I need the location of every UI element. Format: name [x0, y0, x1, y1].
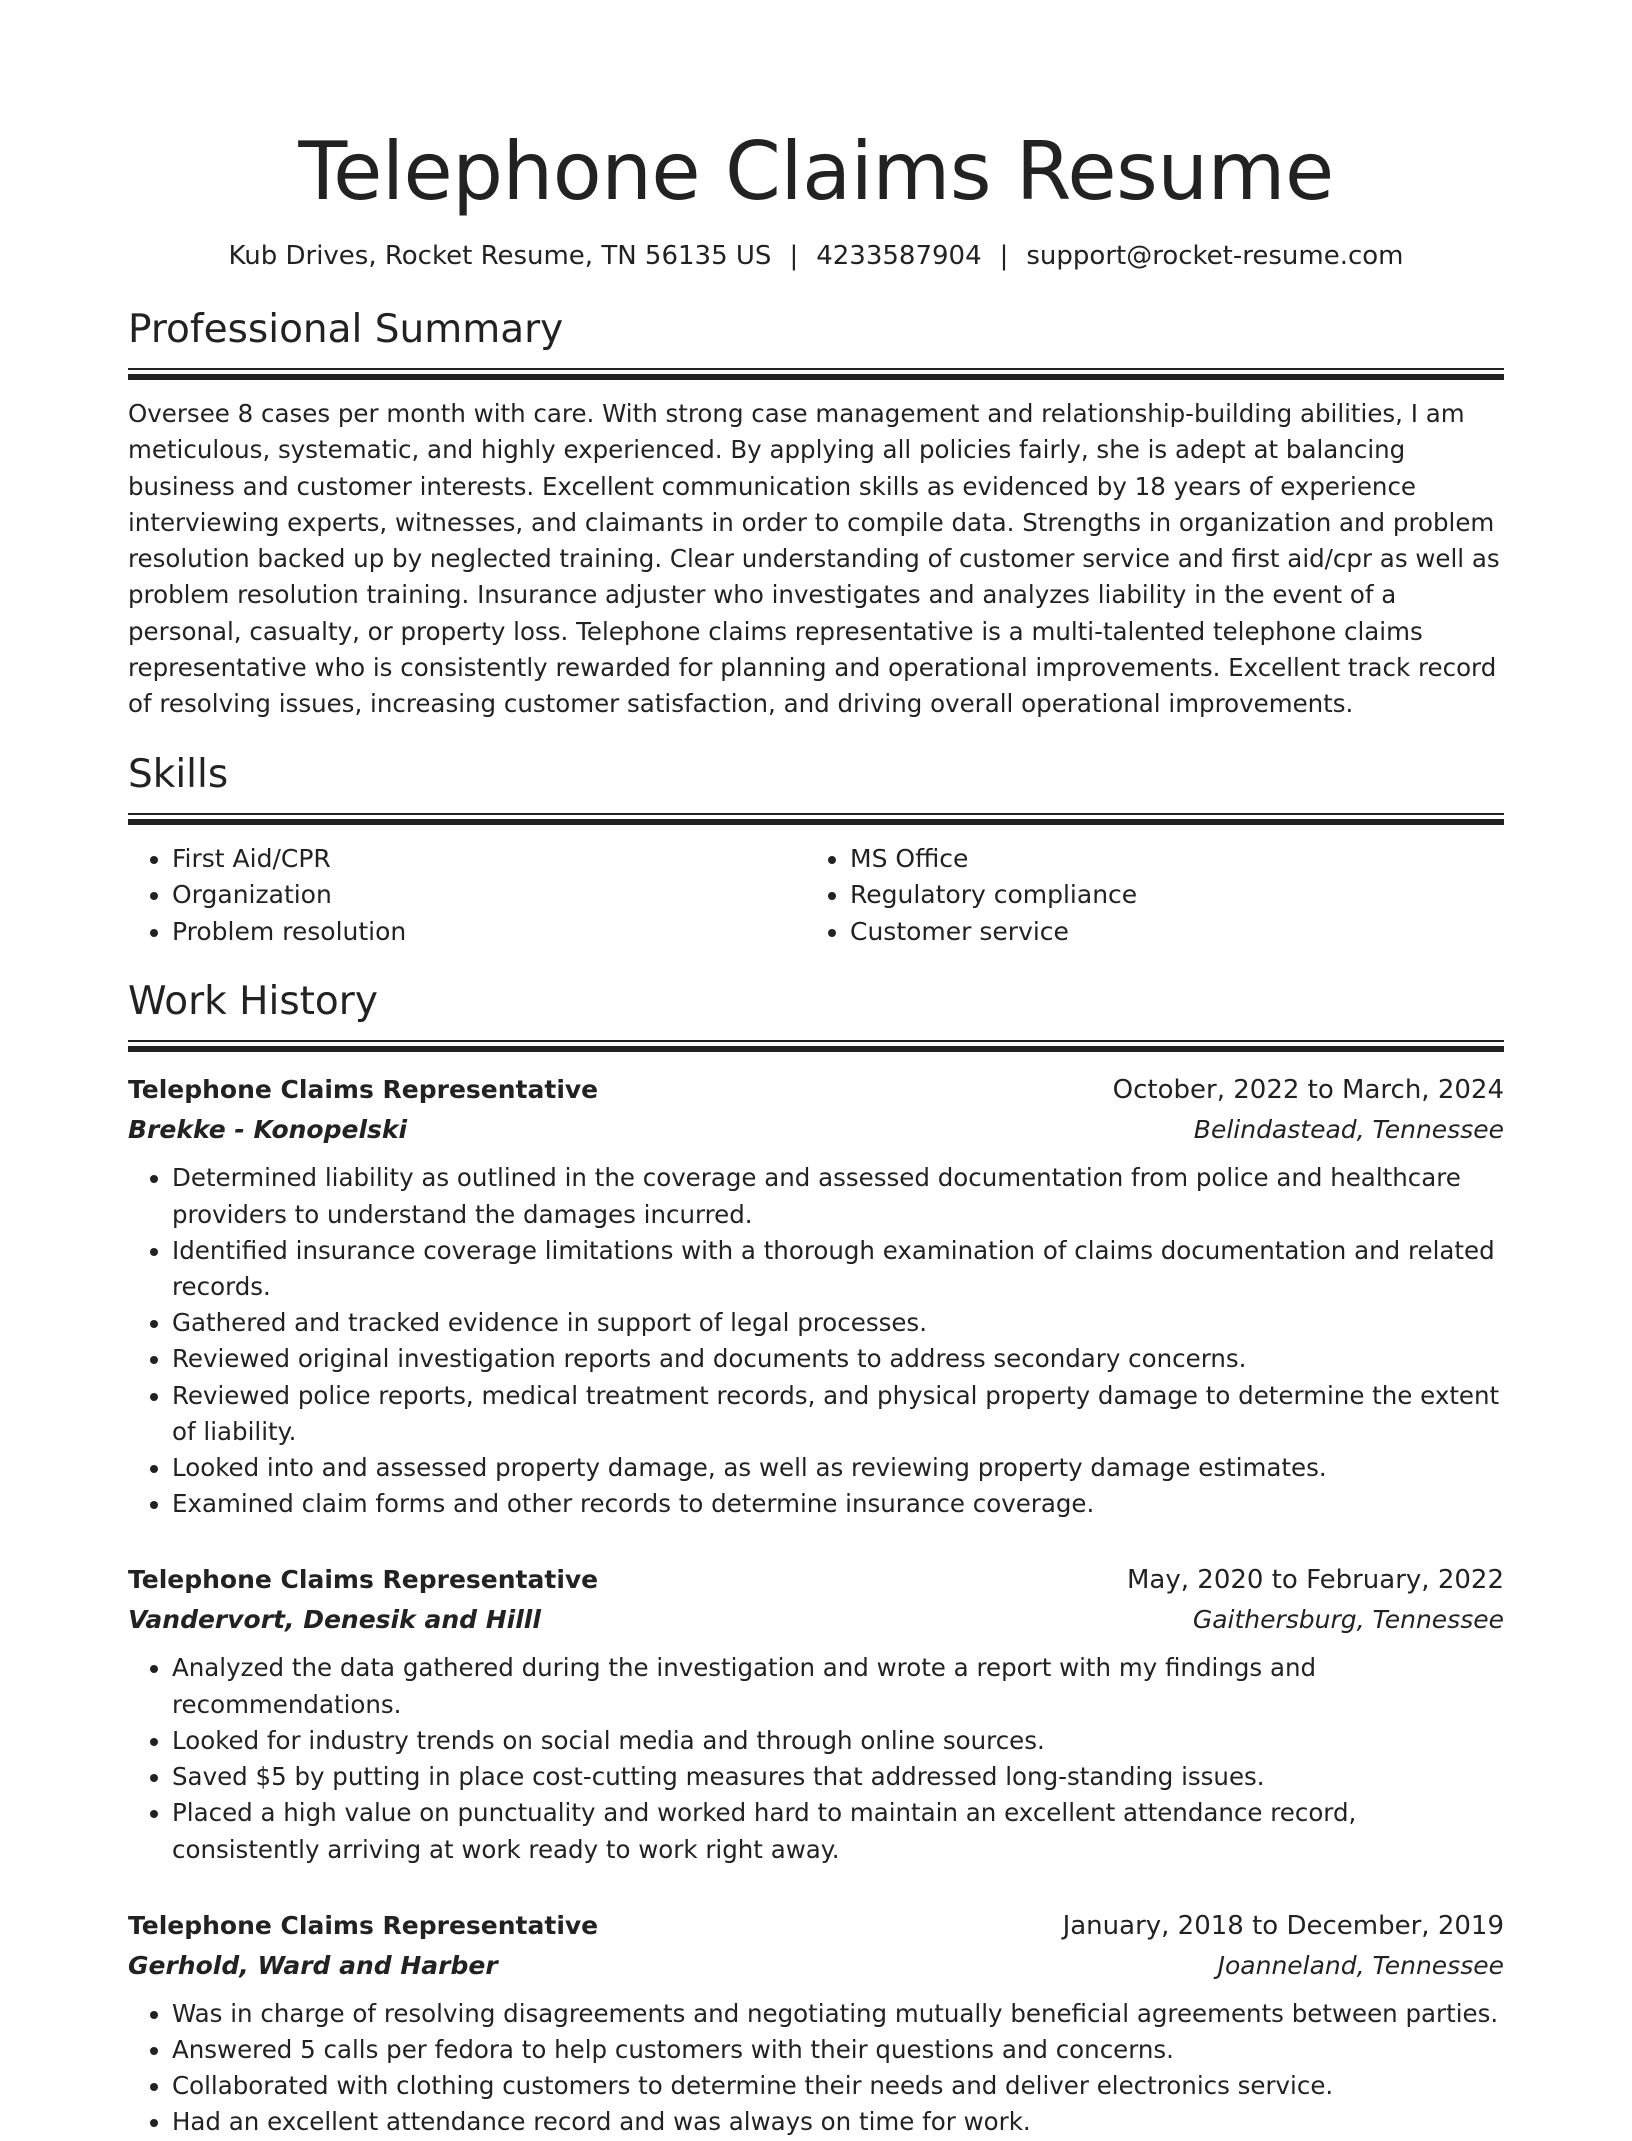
resume-page	[128, 0, 1504, 2141]
job-dates: May, 2020 to February, 2022	[1127, 1565, 1504, 1596]
job-company: Brekke - Konopelski	[128, 1115, 408, 1145]
job-company: Vandervort, Denesik and Hilll	[128, 1605, 541, 1635]
job-bullet: • Was in charge of resolving disagreements and negotiating mutually beneficial agreements between parties.	[172, 1996, 1504, 2032]
job-entry	[128, 1906, 1504, 2141]
job-location: Gaithersburg, Tennessee	[1192, 1605, 1504, 1635]
skill-item: • Customer service	[850, 914, 1484, 951]
skills-grid	[128, 841, 1504, 951]
job-location: Belindastead, Tennessee	[1193, 1115, 1504, 1145]
section-heading: Work History	[128, 979, 378, 1025]
section-heading: Professional Summary	[128, 307, 564, 352]
job-dates: October, 2022 to March, 2024	[1112, 1075, 1504, 1106]
work-history-section	[128, 978, 1504, 2140]
job-bullet: • Placed a high value on punctuality and worked hard to maintain an excellent attendance record, consistently arriving at work ready to work right away.	[172, 1795, 1504, 1867]
job-header-row	[128, 1070, 1504, 1110]
skill-item: • Problem resolution	[172, 914, 806, 951]
summary-text: Oversee 8 cases per month with care. With strong case management and relationship-building abilities, I am meticulous, systematic, and highly experienced. By applying all policies fairly, she is adept at balancing business and customer interests. Excellent communication skills as evidenced by 18 years of experience interviewing experts, witnesses, and claimants in order to compile data. Strengths in organization and problem resolution backed up by neglected training. Clear understanding of customer service and first aid/cpr as well as problem resolution training. Insurance adjuster who investigates and analyzes liability in the event of a personal, casualty, or property loss. Telephone claims representative is a multi-talented telephone claims representative who is consistently rewarded for planning and operational improvements. Excellent track record of resolving issues, increasing customer satisfaction, and driving overall operational improvements.	[128, 399, 1500, 719]
job-bullet: • Reviewed original investigation reports and documents to address secondary concerns.	[172, 1341, 1504, 1377]
job-bullet: • Gathered and tracked evidence in support of legal processes.	[172, 1305, 1504, 1341]
job-entry	[128, 1070, 1504, 1522]
job-bullet: • Determined liability as outlined in the coverage and assessed documentation from police and healthcare providers to understand the damages incurred.	[172, 1160, 1504, 1232]
resume-title: Telephone Claims Resume	[298, 125, 1334, 218]
section-divider	[128, 813, 1504, 825]
skill-item: • Regulatory compliance	[850, 877, 1484, 914]
contact-line	[128, 240, 1504, 272]
job-bullet: • Analyzed the data gathered during the investigation and wrote a report with my findings and recommendations.	[172, 1650, 1504, 1722]
job-subheader-row	[128, 1946, 1504, 1986]
section-divider	[128, 368, 1504, 380]
job-bullets	[128, 1160, 1504, 1522]
job-title: Telephone Claims Representative	[128, 1565, 599, 1595]
job-bullets	[128, 1650, 1504, 1867]
job-bullet: • Saved $5 by putting in place cost-cutting measures that addressed long-standing issues.	[172, 1759, 1504, 1795]
skill-item: • Organization	[172, 877, 806, 914]
job-bullet: • Had an excellent attendance record and was always on time for work.	[172, 2104, 1504, 2140]
job-subheader-row	[128, 1110, 1504, 1150]
job-bullet: • Examined claim forms and other records to determine insurance coverage.	[172, 1486, 1504, 1522]
section-heading: Skills	[128, 751, 229, 797]
job-bullet: • Reviewed police reports, medical treatment records, and physical property damage to determine the extent of liability.	[172, 1378, 1504, 1450]
skills-column-left	[128, 841, 806, 951]
skill-item: • MS Office	[850, 841, 1484, 878]
contact-separator: |	[789, 241, 799, 271]
job-header-row	[128, 1906, 1504, 1946]
job-bullet: • Collaborated with clothing customers to determine their needs and deliver electronics service.	[172, 2068, 1504, 2104]
section-divider	[128, 1040, 1504, 1052]
skill-item: • First Aid/CPR	[172, 841, 806, 878]
job-location: Joanneland, Tennessee	[1217, 1950, 1504, 1980]
job-header-row	[128, 1560, 1504, 1600]
job-bullet: • Looked into and assessed property damage, as well as reviewing property damage estimates.	[172, 1450, 1504, 1486]
job-entry	[128, 1560, 1504, 1867]
job-dates: January, 2018 to December, 2019	[1062, 1910, 1504, 1941]
contact-email: support@rocket-resume.com	[1026, 241, 1404, 271]
job-bullet: • Identified insurance coverage limitations with a thorough examination of claims documentation and related records.	[172, 1233, 1504, 1305]
job-bullets	[128, 1996, 1504, 2141]
professional-summary-section	[128, 306, 1504, 723]
contact-address: Kub Drives, Rocket Resume, TN 56135 US	[228, 241, 772, 271]
contact-separator: |	[999, 241, 1009, 271]
job-company: Gerhold, Ward and Harber	[128, 1950, 498, 1980]
job-bullet: • Answered 5 calls per fedora to help customers with their questions and concerns.	[172, 2032, 1504, 2068]
job-bullet: • Looked for industry trends on social media and through online sources.	[172, 1723, 1504, 1759]
skills-column-right	[806, 841, 1484, 951]
job-title: Telephone Claims Representative	[128, 1075, 599, 1105]
job-title: Telephone Claims Representative	[128, 1910, 599, 1940]
skills-section	[128, 751, 1504, 951]
contact-phone: 4233587904	[816, 241, 982, 271]
job-subheader-row	[128, 1600, 1504, 1640]
